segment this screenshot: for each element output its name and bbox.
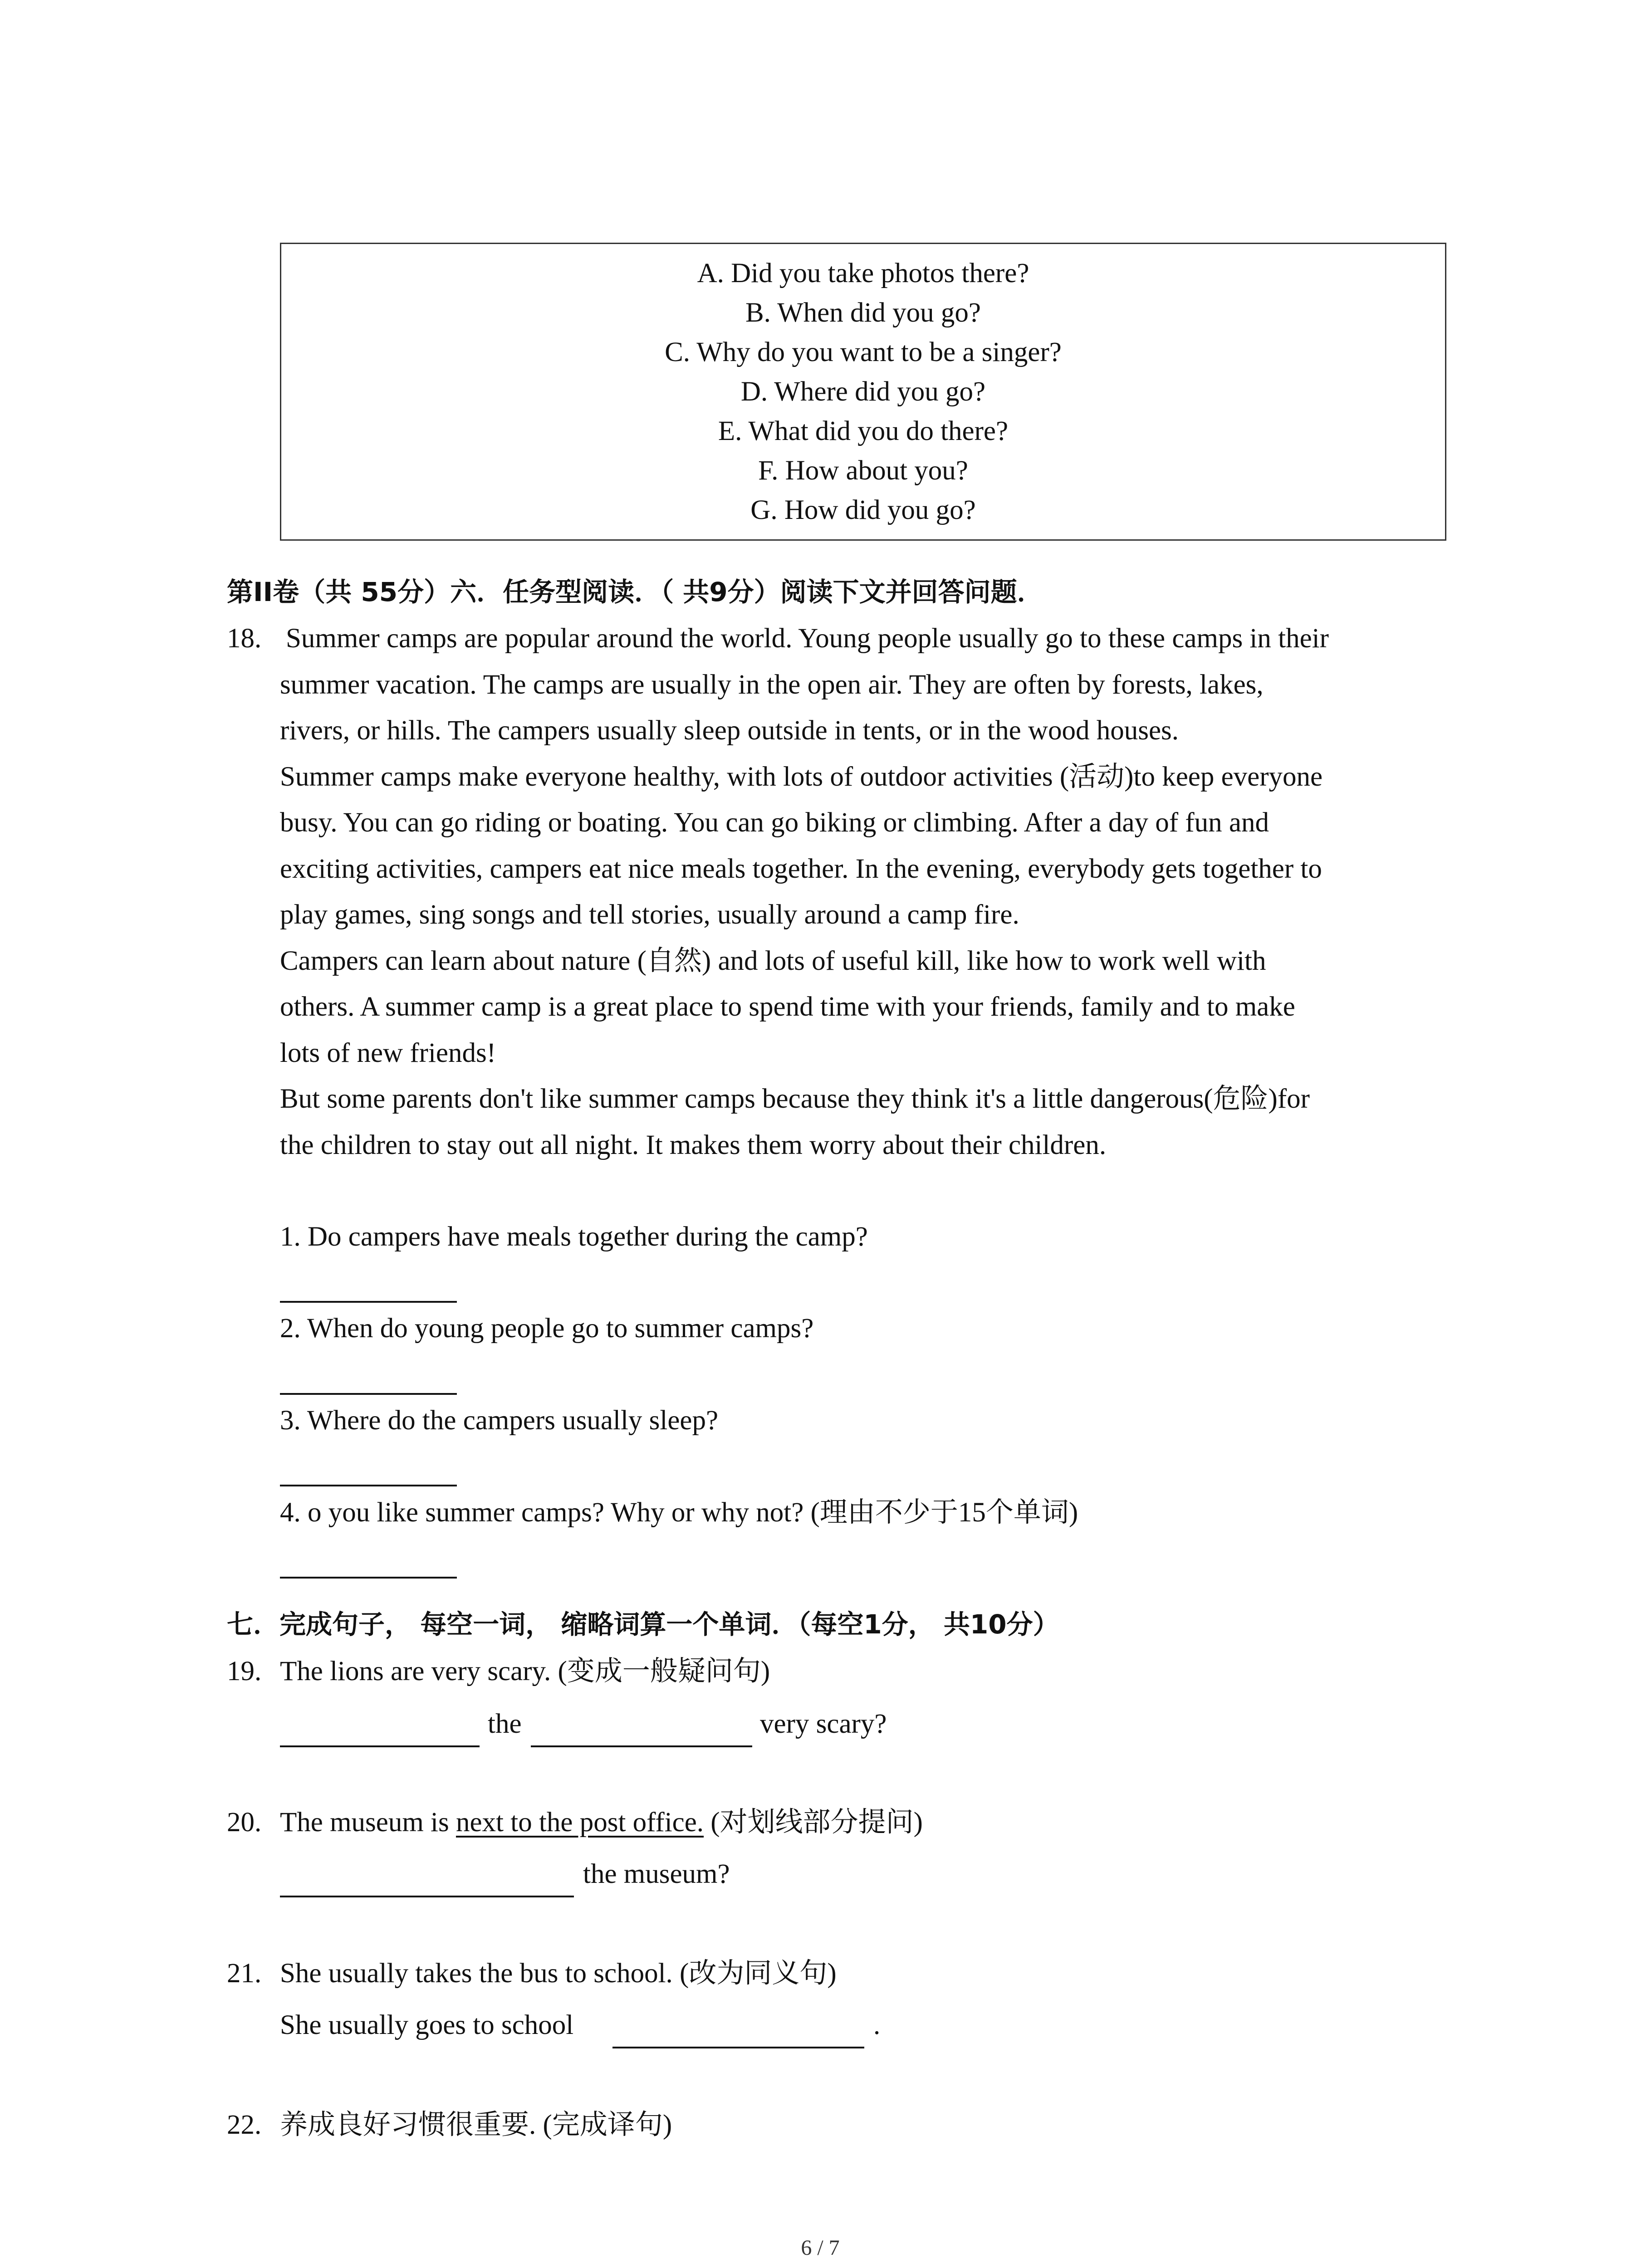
q22-prompt: 养成良好习惯很重要. (完成译句) (280, 2110, 672, 2140)
q19-word-tail: very scary? (760, 1709, 887, 1739)
q22-number: 22. (227, 2110, 262, 2140)
q18-answer-blank-2[interactable] (280, 1393, 457, 1395)
q18-question-4: 4. o you like summer camps? Why or why not? (理由不少于15个单词) (280, 1497, 1078, 1528)
q18-passage-line: rivers, or hills. The campers usually sleep outside in tents, or in the wood houses. (280, 715, 1179, 746)
q18-answer-blank-3[interactable] (280, 1485, 457, 1486)
q21-answer-tail: . (873, 2010, 881, 2040)
q19-word-the: the (488, 1709, 522, 1739)
q18-question-3: 3. Where do the campers usually sleep? (280, 1405, 719, 1436)
q18-answer-blank-1[interactable] (280, 1301, 457, 1303)
q18-question-1: 1. Do campers have meals together during the camp? (280, 1222, 868, 1252)
q18-passage-line: play games, sing songs and tell stories, usually around a camp fire. (280, 899, 1019, 930)
section-7-header: 七．完成句子， 每空一词， 缩略词算一个单词．（每空1分， 共10分） (227, 1609, 1059, 1640)
q18-question-2: 2. When do young people go to summer camps? (280, 1313, 814, 1344)
q20-prompt (280, 1807, 923, 1838)
q18-passage-line: others. A summer camp is a great place to spend time with your friends, family and to make (280, 992, 1295, 1022)
q20-prompt-after: (对划线部分提问) (704, 1807, 923, 1838)
q21-answer-head: She usually goes to school (280, 2010, 574, 2040)
q18-number: 18. (227, 623, 262, 654)
q21-prompt: She usually takes the bus to school. (改为同义句) (280, 1958, 837, 1989)
q18-passage-line: But some parents don't like summer camps because they think it's a little dangerous(危险)for (280, 1084, 1310, 1114)
q20-answer-tail: the museum? (583, 1859, 730, 1889)
q21-answer-blank[interactable] (612, 2047, 864, 2048)
q18-passage-line: Summer camps make everyone healthy, with lots of outdoor activities (活动)to keep everyone (280, 762, 1323, 792)
q18-passage-line: lots of new friends! (280, 1038, 496, 1068)
q18-passage-line: summer vacation. The camps are usually in the open air. They are often by forests, lakes, (280, 670, 1264, 700)
option-e: E. What did you do there? (718, 416, 1009, 446)
q20-answer-blank[interactable] (280, 1896, 574, 1897)
q19-number: 19. (227, 1656, 262, 1686)
q18-passage-line: the children to stay out all night. It makes them worry about their children. (280, 1130, 1107, 1160)
q18-passage-line: Campers can learn about nature (自然) and lots of useful kill, like how to work well with (280, 946, 1266, 976)
answer-options-box (280, 243, 1446, 541)
section-6-header: 第II卷（共 55分）六．任务型阅读．（ 共9分）阅读下文并回答问题． (227, 577, 1043, 607)
option-b: B. When did you go? (745, 298, 981, 328)
q19-prompt: The lions are very scary. (变成一般疑问句) (280, 1656, 770, 1686)
q21-number: 21. (227, 1958, 262, 1989)
option-f: F. How about you? (758, 455, 968, 486)
q20-underlined-phrase: next to the post office. (456, 1807, 704, 1838)
option-d: D. Where did you go? (740, 376, 986, 407)
q18-passage-line: exciting activities, campers eat nice meals together. In the evening, everybody gets together to (280, 854, 1322, 884)
page-number: 6 / 7 (801, 2236, 840, 2260)
q19-answer-blank-1[interactable] (280, 1745, 480, 1747)
option-g: G. How did you go? (750, 495, 976, 525)
q18-passage-line: Summer camps are popular around the world. Young people usually go to these camps in their (286, 623, 1329, 654)
option-c: C. Why do you want to be a singer? (665, 337, 1062, 367)
q20-prompt-before: The museum is (280, 1807, 456, 1838)
q18-passage-line: busy. You can go riding or boating. You can go biking or climbing. After a day of fun and (280, 807, 1269, 838)
option-a: A. Did you take photos there? (697, 258, 1029, 288)
q19-answer-blank-2[interactable] (531, 1745, 752, 1747)
q18-answer-blank-4[interactable] (280, 1577, 457, 1579)
q20-number: 20. (227, 1807, 262, 1838)
